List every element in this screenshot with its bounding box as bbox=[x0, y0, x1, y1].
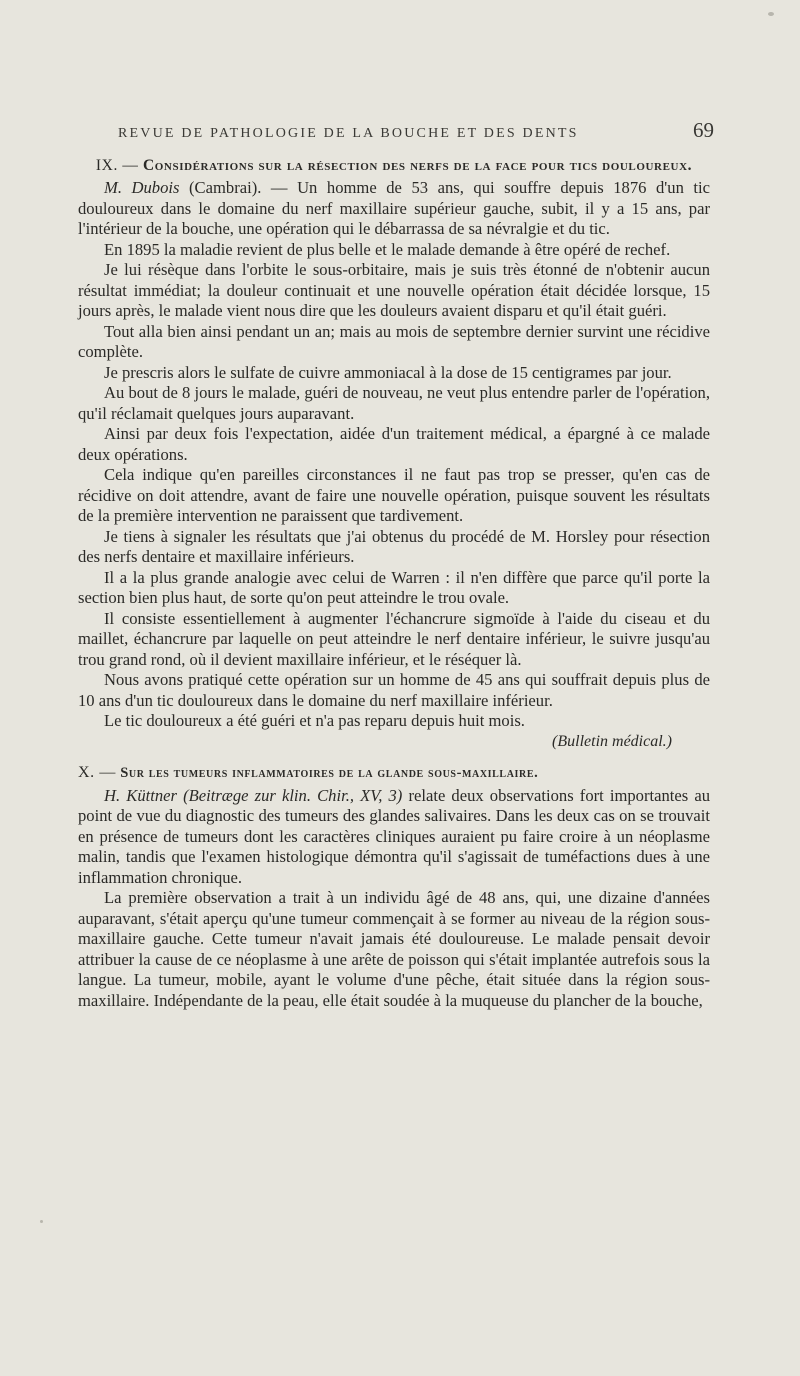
ix-paragraph-3: Je lui résèque dans l'orbite le sous-orbitaire, mais je suis très étonné de n'obtenir aucun résultat immédiat; la douleur continuait et une nouvelle opération était décidée lorsque, 15 jours après, le malade vient nous dire que les douleurs avaient disparu et qu'il était guéri. bbox=[78, 260, 710, 320]
x-paragraph-1-text: relate deux observations fort importantes au point de vue du diagnostic des tumeurs des glandes salivaires. Dans les deux cas on se trouvait en présence de tumeurs dont les caractères cliniques auraient pu faire croire à un néoplasme malin, tandis que l'examen histologique démontra qu'il s'agissait de tuméfactions dues à une inflammation chronique. bbox=[78, 785, 710, 887]
running-head bbox=[78, 118, 714, 148]
ix-paragraph-1 bbox=[78, 178, 710, 240]
x-paragraph-2: La première observation a trait à un individu âgé de 48 ans, qui, une dizaine d'années auparavant, s'était aperçu qu'une tumeur commençait à se former au niveau de la région sous-maxillaire gauche. Cette tumeur n'avait jamais été douloureuse. Le malade pensait devoir attribuer la cause de ce néoplasme à une arête de poisson qui s'était implantée autrefois sous la langue. La tumeur, mobile, ayant le volume d'une pêche, était située dans la région sous-maxillaire. Indépendante de la peau, elle était soudée à la muqueuse du plancher de la bouche, bbox=[78, 888, 710, 1010]
section-x-heading bbox=[78, 762, 710, 784]
ix-paragraph-2: En 1895 la maladie revient de plus belle et le malade demande à être opéré de rechef. bbox=[104, 239, 671, 259]
x-paragraph-1 bbox=[78, 786, 710, 889]
section-ix-number: IX. — bbox=[95, 157, 139, 174]
ix-author: M. Dubois bbox=[104, 178, 180, 197]
ix-paragraph-9: Je tiens à signaler les résultats que j'ai obtenus du procédé de M. Horsley pour résection des nerfs dentaire et maxillaire inférieurs. bbox=[78, 526, 710, 566]
ix-paragraph-6: Au bout de 8 jours le malade, guéri de nouveau, ne veut plus entendre parler de l'opération, qu'il réclamait quelques jours auparavant. bbox=[78, 383, 710, 423]
running-head-title: REVUE DE PATHOLOGIE DE LA BOUCHE ET DES DENTS bbox=[118, 126, 579, 141]
ix-paragraph-11: Il consiste essentiellement à augmenter l'échancrure sigmoïde à l'aide du ciseau et du maillet, échancrure par laquelle on peut atteindre le nerf dentaire inférieur, le suivre jusqu'au trou grand rond, où il devient maxillaire inférieur, et le réséquer là. bbox=[78, 608, 710, 669]
section-x-number: X. — bbox=[78, 763, 116, 781]
page-number: 69 bbox=[693, 118, 714, 142]
section-ix-heading bbox=[78, 156, 710, 176]
x-author: H. Küttner bbox=[104, 785, 177, 805]
ix-paragraph-1-text: Un homme de 53 ans, qui souffre depuis 1876 d'un tic douloureux dans le domaine du nerf maxillaire supérieur gauche, subit, il y a 15 ans, par l'intérieur de la bouche, une opération qui le débarrassa de sa névralgie et du tic. bbox=[78, 178, 711, 238]
ix-paragraph-7: Ainsi par deux fois l'expectation, aidée d'un traitement médical, a épargné à ce malade deux opérations. bbox=[78, 424, 710, 464]
section-ix-title: Considérations sur la résection des nerfs de la face pour tics douloureux. bbox=[142, 157, 693, 174]
ix-paragraph-5: Je prescris alors le sulfate de cuivre ammoniacal à la dose de 15 centigrames par jour. bbox=[104, 362, 672, 382]
ix-paragraph-12: Nous avons pratiqué cette opération sur un homme de 45 ans qui souffrait depuis plus de 10 ans d'un tic douloureux dans le domaine du nerf maxillaire inférieur. bbox=[78, 670, 710, 710]
paper-speck bbox=[768, 12, 774, 16]
ix-place: (Cambrai). — bbox=[189, 178, 288, 197]
ix-paragraph-4: Tout alla bien ainsi pendant un an; mais au mois de septembre dernier survint une récidive complète. bbox=[78, 321, 710, 361]
x-citation: (Beitræge zur klin. Chir., XV, 3) bbox=[183, 785, 403, 805]
ix-paragraph-8: Cela indique qu'en pareilles circonstances il ne faut pas trop se presser, qu'en cas de récidive on doit attendre, avant de faire une nouvelle opération, puisque souvent les résultats de la première intervention ne paraissent que tardivement. bbox=[78, 465, 710, 525]
paper-speck bbox=[40, 1220, 43, 1223]
document-page bbox=[78, 118, 714, 1011]
ix-paragraph-10: Il a la plus grande analogie avec celui de Warren : il n'en diffère que parce qu'il porte la section bien plus haut, de sorte qu'on peut atteindre le trou ovale. bbox=[78, 567, 710, 607]
ix-source: (Bulletin médical.) bbox=[552, 732, 672, 750]
section-x-title: Sur les tumeurs inflammatoires de la glande sous-maxillaire. bbox=[120, 764, 539, 781]
ix-paragraph-13: Le tic douloureux a été guéri et n'a pas reparu depuis huit mois. bbox=[104, 711, 525, 730]
